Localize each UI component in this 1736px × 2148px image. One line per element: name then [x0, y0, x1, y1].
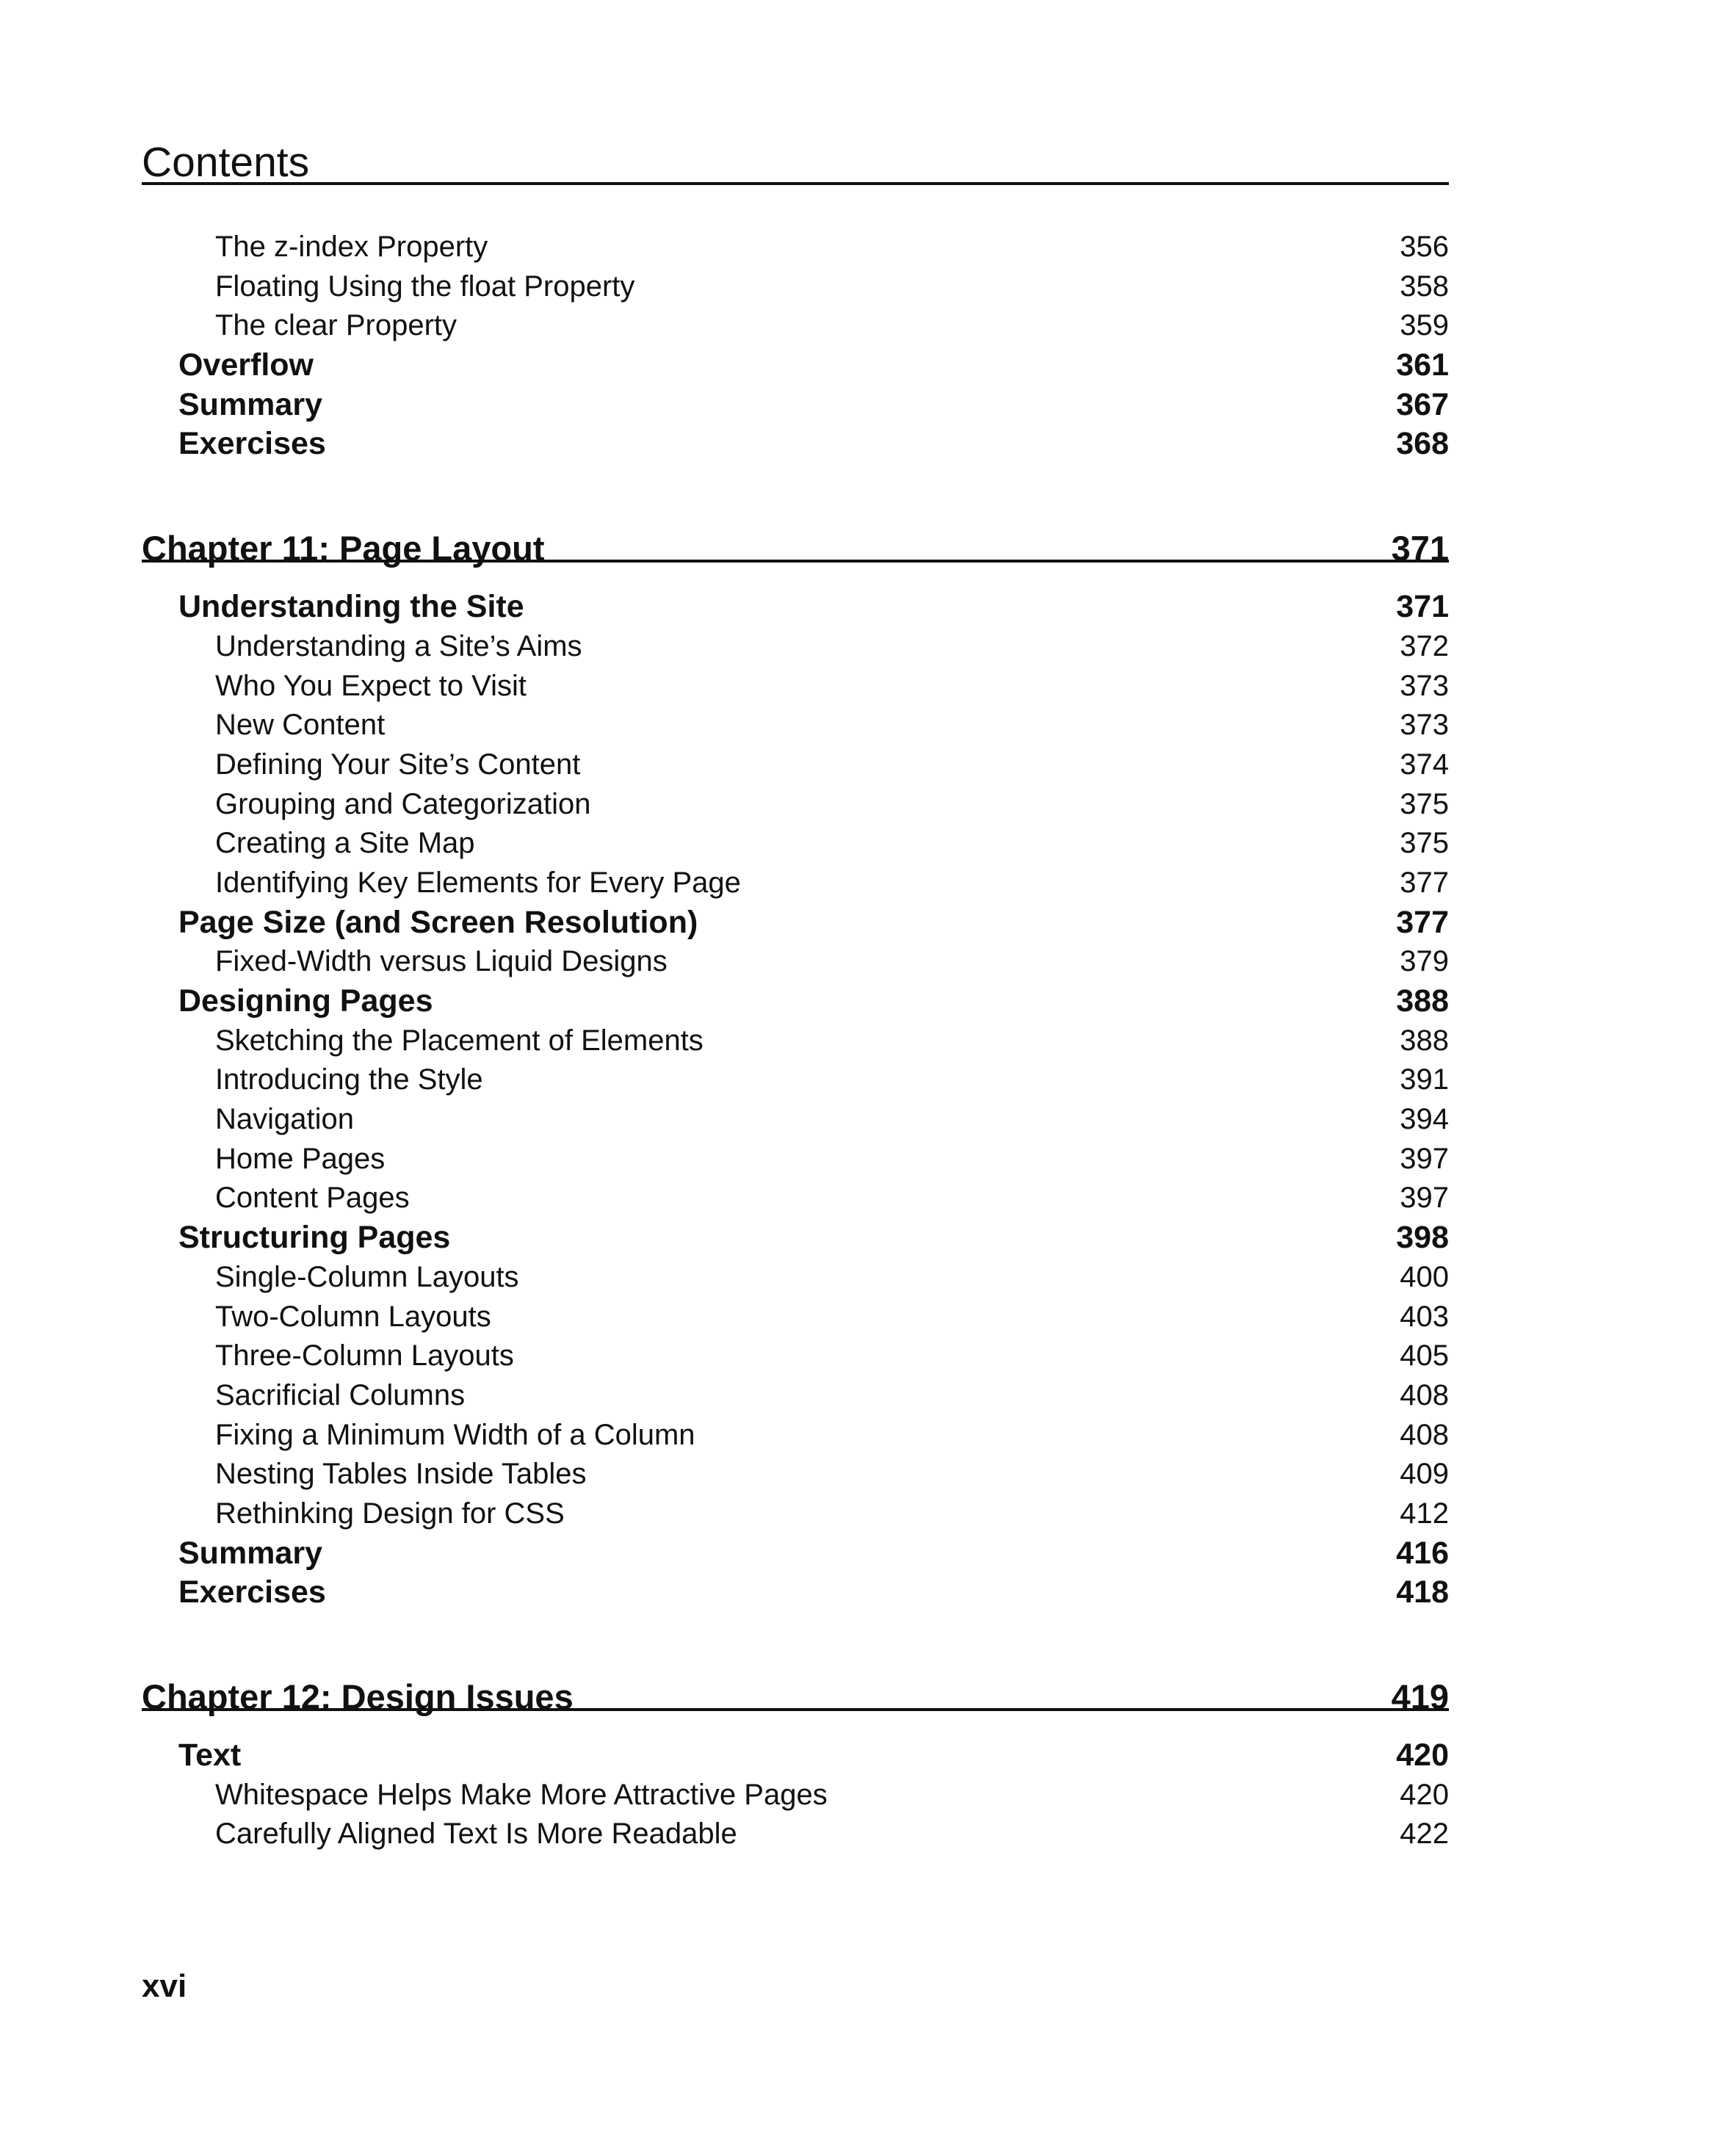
toc-subsection-entry: [142, 864, 1449, 903]
entry-page-number: 359: [1400, 309, 1449, 342]
entry-title: Understanding the Site: [178, 589, 524, 625]
entry-title: Three-Column Layouts: [215, 1339, 514, 1373]
toc-subsection-entry: [142, 1179, 1449, 1218]
toc-subsection-entry: [142, 1258, 1449, 1298]
entry-page-number: 397: [1400, 1182, 1449, 1215]
toc-section-entry: [142, 587, 1449, 627]
toc-subsection-entry: [142, 1060, 1449, 1100]
chapter-title: Chapter 11: Page Layout: [142, 529, 545, 568]
chapter-heading: [142, 1667, 1449, 1716]
entry-page-number: 356: [1400, 231, 1449, 263]
toc-section-entry: [142, 346, 1449, 386]
toc-section-entry: [142, 1736, 1449, 1776]
entry-title: Structuring Pages: [178, 1220, 451, 1256]
entry-page-number: 416: [1396, 1535, 1449, 1571]
entry-page-number: 379: [1400, 945, 1449, 978]
toc-subsection-entry: [142, 1298, 1449, 1337]
entry-title: Fixed-Width versus Liquid Designs: [215, 945, 668, 978]
entry-title: Rethinking Design for CSS: [215, 1497, 565, 1530]
entry-title: Creating a Site Map: [215, 827, 475, 860]
entry-title: New Content: [215, 709, 386, 742]
entry-title: Summary: [178, 1535, 322, 1571]
entry-page-number: 368: [1396, 426, 1449, 462]
entry-page-number: 377: [1396, 904, 1449, 940]
entry-title: Who You Expect to Visit: [215, 669, 527, 702]
toc-subsection-entry: [142, 1337, 1449, 1376]
chapter-heading: [142, 518, 1449, 568]
entry-page-number: 375: [1400, 827, 1449, 860]
entry-title: The clear Property: [215, 309, 457, 342]
toc-subsection-entry: [142, 1494, 1449, 1534]
entry-title: Home Pages: [215, 1142, 386, 1175]
entry-page-number: 412: [1400, 1497, 1449, 1530]
entry-page-number: 372: [1400, 629, 1449, 662]
entry-title: Navigation: [215, 1103, 355, 1136]
entry-page-number: 358: [1400, 270, 1449, 303]
entry-page-number: 397: [1400, 1142, 1449, 1175]
toc-subsection-entry: [142, 1815, 1449, 1854]
toc-subsection-entry: [142, 1776, 1449, 1815]
entry-title: Carefully Aligned Text Is More Readable: [215, 1818, 737, 1851]
entry-page-number: 398: [1396, 1220, 1449, 1256]
toc-subsection-entry: [142, 627, 1449, 667]
entry-title: Sacrificial Columns: [215, 1378, 466, 1411]
running-header: [142, 140, 1449, 185]
page-title: Contents: [142, 139, 310, 186]
entry-title: Designing Pages: [178, 983, 433, 1019]
entry-page-number: 408: [1400, 1418, 1449, 1451]
entry-title: Grouping and Categorization: [215, 787, 591, 820]
toc-section-entry: [142, 982, 1449, 1021]
entry-title: Exercises: [178, 426, 326, 462]
toc-subsection-entry: [142, 1100, 1449, 1140]
entry-title: Introducing the Style: [215, 1063, 483, 1096]
entry-title: Exercises: [178, 1574, 326, 1610]
toc-subsection-entry: [142, 706, 1449, 745]
entry-title: Defining Your Site’s Content: [215, 748, 581, 781]
entry-page-number: 391: [1400, 1063, 1449, 1096]
toc-subsection-entry: [142, 824, 1449, 864]
entry-page-number: 373: [1400, 669, 1449, 702]
chapter-page-number: 371: [1391, 529, 1449, 568]
entry-title: Single-Column Layouts: [215, 1260, 519, 1293]
entry-title: Text: [178, 1737, 242, 1773]
entry-page-number: 374: [1400, 748, 1449, 781]
toc-subsection-entry: [142, 228, 1449, 267]
toc-subsection-entry: [142, 1455, 1449, 1494]
entry-title: The z-index Property: [215, 231, 488, 263]
entry-page-number: 375: [1400, 787, 1449, 820]
entry-page-number: 405: [1400, 1339, 1449, 1373]
entry-title: Floating Using the float Property: [215, 270, 635, 303]
toc-section-entry: [142, 903, 1449, 943]
toc-subsection-entry: [142, 1140, 1449, 1179]
toc-subsection-entry: [142, 667, 1449, 706]
entry-page-number: 418: [1396, 1574, 1449, 1610]
toc-subsection-entry: [142, 267, 1449, 307]
toc-subsection-entry: [142, 785, 1449, 825]
table-of-contents: [142, 228, 1449, 1854]
entry-page-number: 388: [1396, 983, 1449, 1019]
toc-section-entry: [142, 1534, 1449, 1574]
entry-page-number: 422: [1400, 1818, 1449, 1851]
toc-section-entry: [142, 1218, 1449, 1258]
entry-page-number: 394: [1400, 1103, 1449, 1136]
entry-title: Understanding a Site’s Aims: [215, 629, 582, 662]
entry-page-number: 367: [1396, 386, 1449, 422]
toc-section-entry: [142, 424, 1449, 464]
entry-title: Two-Column Layouts: [215, 1300, 491, 1333]
toc-subsection-entry: [142, 942, 1449, 982]
page-number: xvi: [142, 1968, 187, 2004]
toc-subsection-entry: [142, 745, 1449, 785]
chapter-title: Chapter 12: Design Issues: [142, 1677, 574, 1716]
toc-subsection-entry: [142, 306, 1449, 346]
chapter-page-number: 419: [1391, 1677, 1449, 1716]
entry-page-number: 409: [1400, 1458, 1449, 1491]
entry-title: Identifying Key Elements for Every Page: [215, 866, 741, 899]
entry-title: Content Pages: [215, 1182, 410, 1215]
toc-section-entry: [142, 1573, 1449, 1613]
entry-page-number: 420: [1396, 1737, 1449, 1773]
entry-title: Fixing a Minimum Width of a Column: [215, 1418, 695, 1451]
entry-page-number: 388: [1400, 1024, 1449, 1057]
entry-page-number: 420: [1400, 1778, 1449, 1811]
entry-title: Sketching the Placement of Elements: [215, 1024, 704, 1057]
entry-page-number: 373: [1400, 709, 1449, 742]
entry-page-number: 408: [1400, 1378, 1449, 1411]
entry-title: Page Size (and Screen Resolution): [178, 904, 698, 940]
entry-page-number: 371: [1396, 589, 1449, 625]
entry-title: Summary: [178, 386, 322, 422]
entry-page-number: 403: [1400, 1300, 1449, 1333]
entry-title: Whitespace Helps Make More Attractive Pages: [215, 1778, 828, 1811]
toc-page: [142, 140, 1449, 1854]
toc-subsection-entry: [142, 1021, 1449, 1061]
toc-subsection-entry: [142, 1376, 1449, 1416]
toc-section-entry: [142, 386, 1449, 425]
entry-page-number: 377: [1400, 866, 1449, 899]
entry-page-number: 361: [1396, 347, 1449, 383]
entry-page-number: 400: [1400, 1260, 1449, 1293]
entry-title: Overflow: [178, 347, 314, 383]
toc-subsection-entry: [142, 1416, 1449, 1455]
entry-title: Nesting Tables Inside Tables: [215, 1458, 587, 1491]
